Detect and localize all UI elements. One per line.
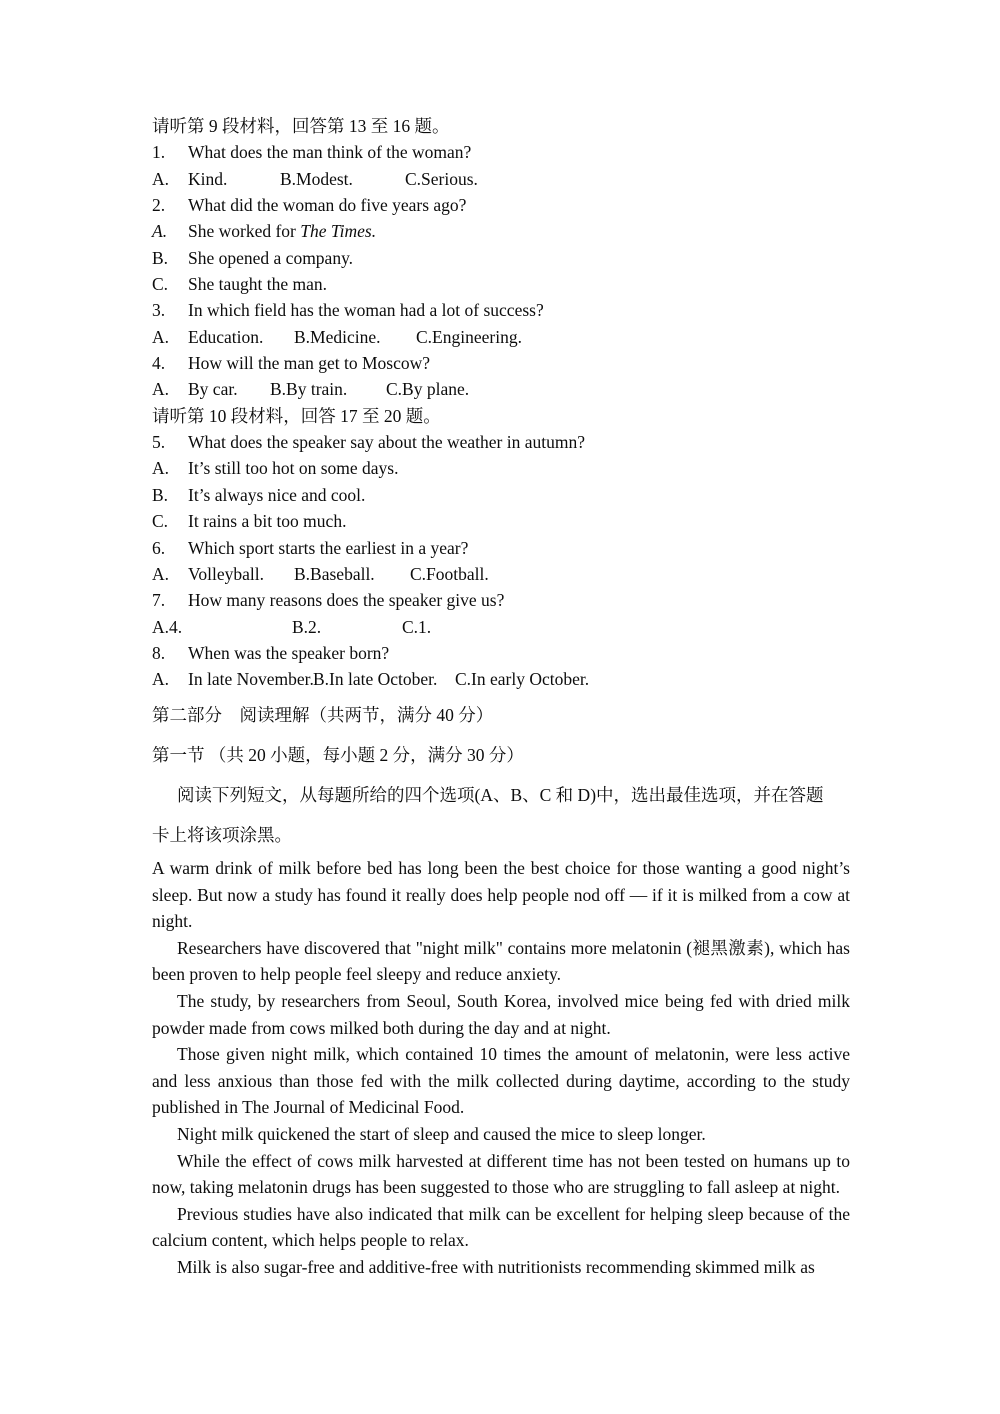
option-item: Kind. xyxy=(188,168,228,189)
passage-paragraph: Night milk quickened the start of sleep and caused the mice to sleep longer. xyxy=(177,1123,706,1144)
question-number: 3. xyxy=(152,300,166,321)
options-row xyxy=(152,614,852,640)
option-item: C.In early October. xyxy=(455,669,590,690)
option-text: She worked for xyxy=(188,221,301,242)
option-item: C.Serious. xyxy=(405,168,478,189)
question-line xyxy=(152,297,852,323)
instructions-line2: 卡上将该项涂黑。 xyxy=(152,825,292,845)
option-text: She taught the man. xyxy=(188,274,328,295)
question-line xyxy=(152,350,852,376)
question-text: In which field has the woman had a lot of success? xyxy=(188,300,544,321)
passage-paragraph: A warm drink of milk before bed has long been the best choice for those wanting a good night’s sleep. But now a study has found it really does help people nod off — if it is milked from a cow at night. xyxy=(152,858,850,932)
passage-paragraph: Researchers have discovered that "night milk" contains more melatonin (褪黑激素), which has been proven to help people feel sleepy and reduce anxiety. xyxy=(152,937,850,985)
option-row xyxy=(152,218,852,244)
question-line xyxy=(152,429,852,455)
option-item: B.Medicine. xyxy=(294,326,381,347)
option-row xyxy=(152,245,852,271)
question-line xyxy=(152,139,852,165)
option-item: C.Football. xyxy=(410,563,489,584)
question-number: 6. xyxy=(152,537,166,558)
question-text: What does the man think of the woman? xyxy=(188,142,472,163)
option-item: A. xyxy=(152,379,170,400)
passage-paragraph: Those given night milk, which contained 10 times the amount of melatonin, were less active and less anxious than those fed with the milk collected during daytime, according to the study published in The Journal of Medicinal Food. xyxy=(152,1044,850,1118)
options-row xyxy=(152,376,852,402)
option-label: A. xyxy=(152,458,170,479)
options-row xyxy=(152,666,852,692)
option-item: A. xyxy=(152,326,170,347)
section1-title: 第一节 （共 20 小题，每小题 2 分，满分 30 分） xyxy=(152,745,524,765)
option-text: It rains a bit too much. xyxy=(188,511,347,532)
option-item: By car. xyxy=(188,379,238,400)
passage-paragraph: Previous studies have also indicated that milk can be excellent for helping sleep because of the calcium content, which helps people to relax. xyxy=(152,1203,850,1251)
question-text: What does the speaker say about the weather in autumn? xyxy=(188,432,586,453)
question-number: 5. xyxy=(152,432,166,453)
question-number: 4. xyxy=(152,353,166,374)
option-row xyxy=(152,455,852,481)
listening-direction-line: 请听第 10 段材料，回答 17 至 20 题。 xyxy=(152,405,441,426)
option-text: The Times. xyxy=(300,221,377,242)
options-row xyxy=(152,324,852,350)
passage-paragraph: Milk is also sugar-free and additive-free with nutritionists recommending skimmed milk as xyxy=(177,1256,815,1277)
option-item: C.1. xyxy=(402,616,432,637)
part2-title: 第二部分 阅读理解（共两节，满分 40 分） xyxy=(152,705,494,725)
option-item: In late November. xyxy=(188,669,314,690)
option-item: B.By train. xyxy=(270,379,348,400)
option-row xyxy=(152,508,852,534)
question-line xyxy=(152,640,852,666)
instructions-line1: 阅读下列短文，从每题所给的四个选项(A、B、C 和 D)中，选出最佳选项，并在答题 xyxy=(177,785,824,805)
question-line xyxy=(152,192,852,218)
option-item: A.4. xyxy=(152,616,183,637)
option-item: A. xyxy=(152,168,170,189)
option-text: She opened a company. xyxy=(188,247,354,268)
question-text: How many reasons does the speaker give us? xyxy=(188,590,505,611)
reading-passage xyxy=(152,855,850,1281)
option-item: Volleyball. xyxy=(188,563,264,584)
question-line xyxy=(152,535,852,561)
question-text: What did the woman do five years ago? xyxy=(188,195,467,216)
question-text: How will the man get to Moscow? xyxy=(188,353,431,374)
option-text: It’s always nice and cool. xyxy=(188,484,366,505)
option-item: B.Modest. xyxy=(280,168,353,189)
option-label: A. xyxy=(152,221,168,242)
option-item: A. xyxy=(152,669,170,690)
listening-direction-line: 请听第 9 段材料，回答第 13 至 16 题。 xyxy=(152,116,450,136)
question-number: 2. xyxy=(152,195,166,216)
question-number: 8. xyxy=(152,642,166,663)
reading-section-header xyxy=(152,695,850,855)
option-label: C. xyxy=(152,511,169,532)
question-number: 7. xyxy=(152,590,166,611)
option-item: A. xyxy=(152,563,170,584)
option-item: B.In late October. xyxy=(313,669,438,690)
option-item: B.2. xyxy=(292,616,322,637)
option-label: B. xyxy=(152,247,169,268)
options-row xyxy=(152,166,852,192)
question-text: Which sport starts the earliest in a year? xyxy=(188,537,469,558)
listening-section xyxy=(152,113,852,693)
question-number: 1. xyxy=(152,142,166,163)
question-line xyxy=(152,587,852,613)
option-item: B.Baseball. xyxy=(294,563,375,584)
passage-paragraph: While the effect of cows milk harvested at different time has not been tested on humans up to now, taking melatonin drugs has been suggested to those who are struggling to fall asleep at night. xyxy=(152,1150,850,1198)
option-item: C.Engineering. xyxy=(416,326,522,347)
option-row xyxy=(152,482,852,508)
options-row xyxy=(152,561,852,587)
option-row xyxy=(152,271,852,297)
option-item: C.By plane. xyxy=(386,379,470,400)
option-label: C. xyxy=(152,274,169,295)
option-item: Education. xyxy=(188,326,264,347)
question-text: When was the speaker born? xyxy=(188,642,390,663)
option-label: B. xyxy=(152,484,169,505)
passage-paragraph: The study, by researchers from Seoul, South Korea, involved mice being fed with dried milk powder made from cows milked both during the day and at night. xyxy=(152,990,850,1038)
option-text: It’s still too hot on some days. xyxy=(188,458,399,479)
